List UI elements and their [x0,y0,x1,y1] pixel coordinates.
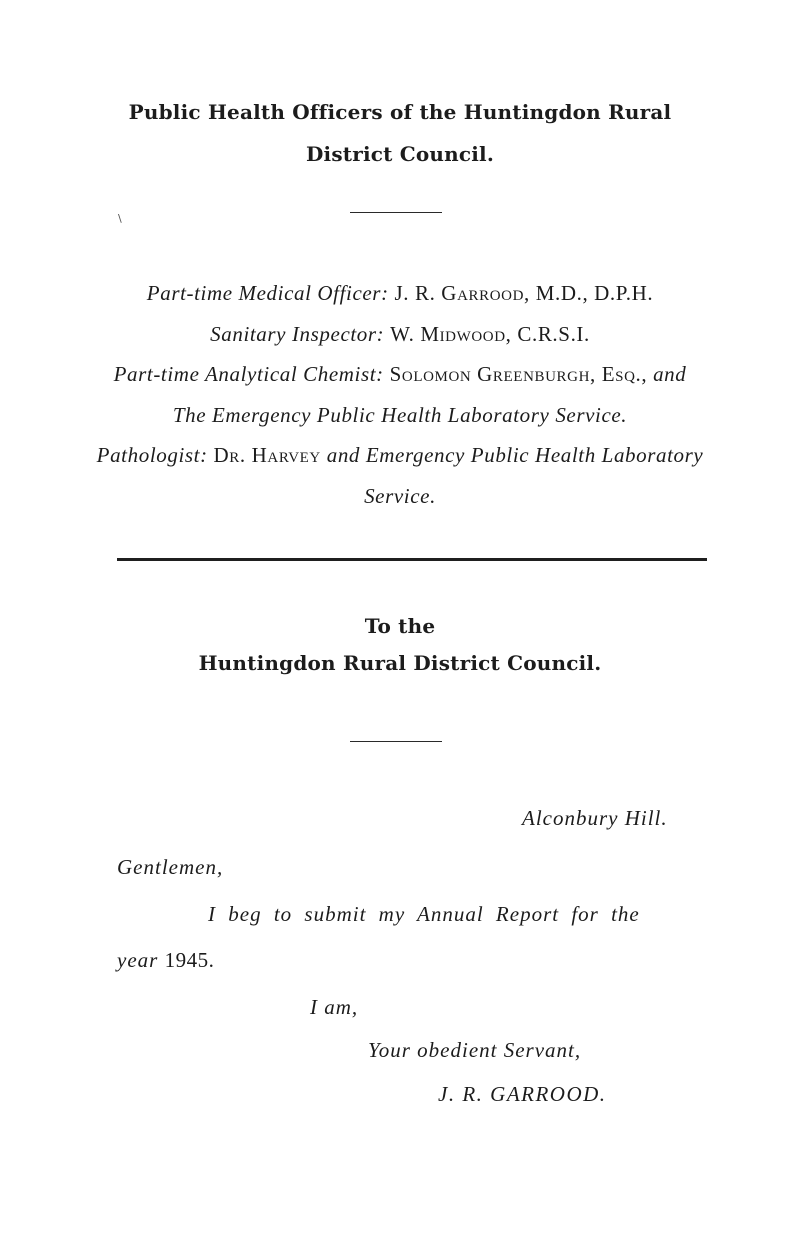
analytical-chemist-service: The Emergency Public Health Laboratory Service. [172,403,628,427]
letter-signature: J. R. GARROOD. [438,1082,607,1106]
analytical-chemist-and: and [653,362,687,386]
address-heading-line-2: Huntingdon Rural District Council. [198,651,602,675]
pathologist-role: Pathologist: [96,443,208,467]
sanitary-inspector-name: W. Midwood, C.R.S.I. [390,322,590,346]
report-title-line-2: District Council. [305,142,495,166]
analytical-chemist-role: Part-time Analytical Chemist: [113,362,384,386]
letter-body-line-1: I beg to submit my Annual Report for the [208,902,640,926]
report-title-line-1: Public Health Officers of the Huntingdon Rural [128,100,672,124]
scan-mark: \ [118,212,122,225]
pathologist-name: Dr. Harvey [213,443,321,467]
analytical-chemist-line [0,362,800,387]
letter-year-value: 1945. [164,948,215,972]
medical-officer-role: Part-time Medical Officer: [146,281,389,305]
sanitary-inspector-line [0,322,800,347]
letter-closing-2: Your obedient Servant, [368,1038,582,1062]
letter-year-label: year [117,948,159,972]
letter-salutation: Gentlemen, [117,855,224,879]
medical-officer-name: J. R. Garrood, M.D., D.P.H. [394,281,654,305]
address-divider [350,741,442,742]
analytical-chemist-name: Solomon Greenburgh, Esq., [389,362,648,386]
address-heading-line-1: To the [364,614,436,638]
sanitary-inspector-role: Sanitary Inspector: [210,322,385,346]
title-divider [350,212,442,213]
letter-body-line-2 [117,948,214,973]
pathologist-line [0,443,800,468]
pathologist-service: and Emergency Public Health Laboratory [326,443,704,467]
medical-officer-line [0,281,800,306]
section-divider [117,558,707,561]
letter-location: Alconbury Hill. [522,806,668,830]
letter-closing-1: I am, [310,995,359,1019]
pathologist-service-continued: Service. [364,484,436,508]
